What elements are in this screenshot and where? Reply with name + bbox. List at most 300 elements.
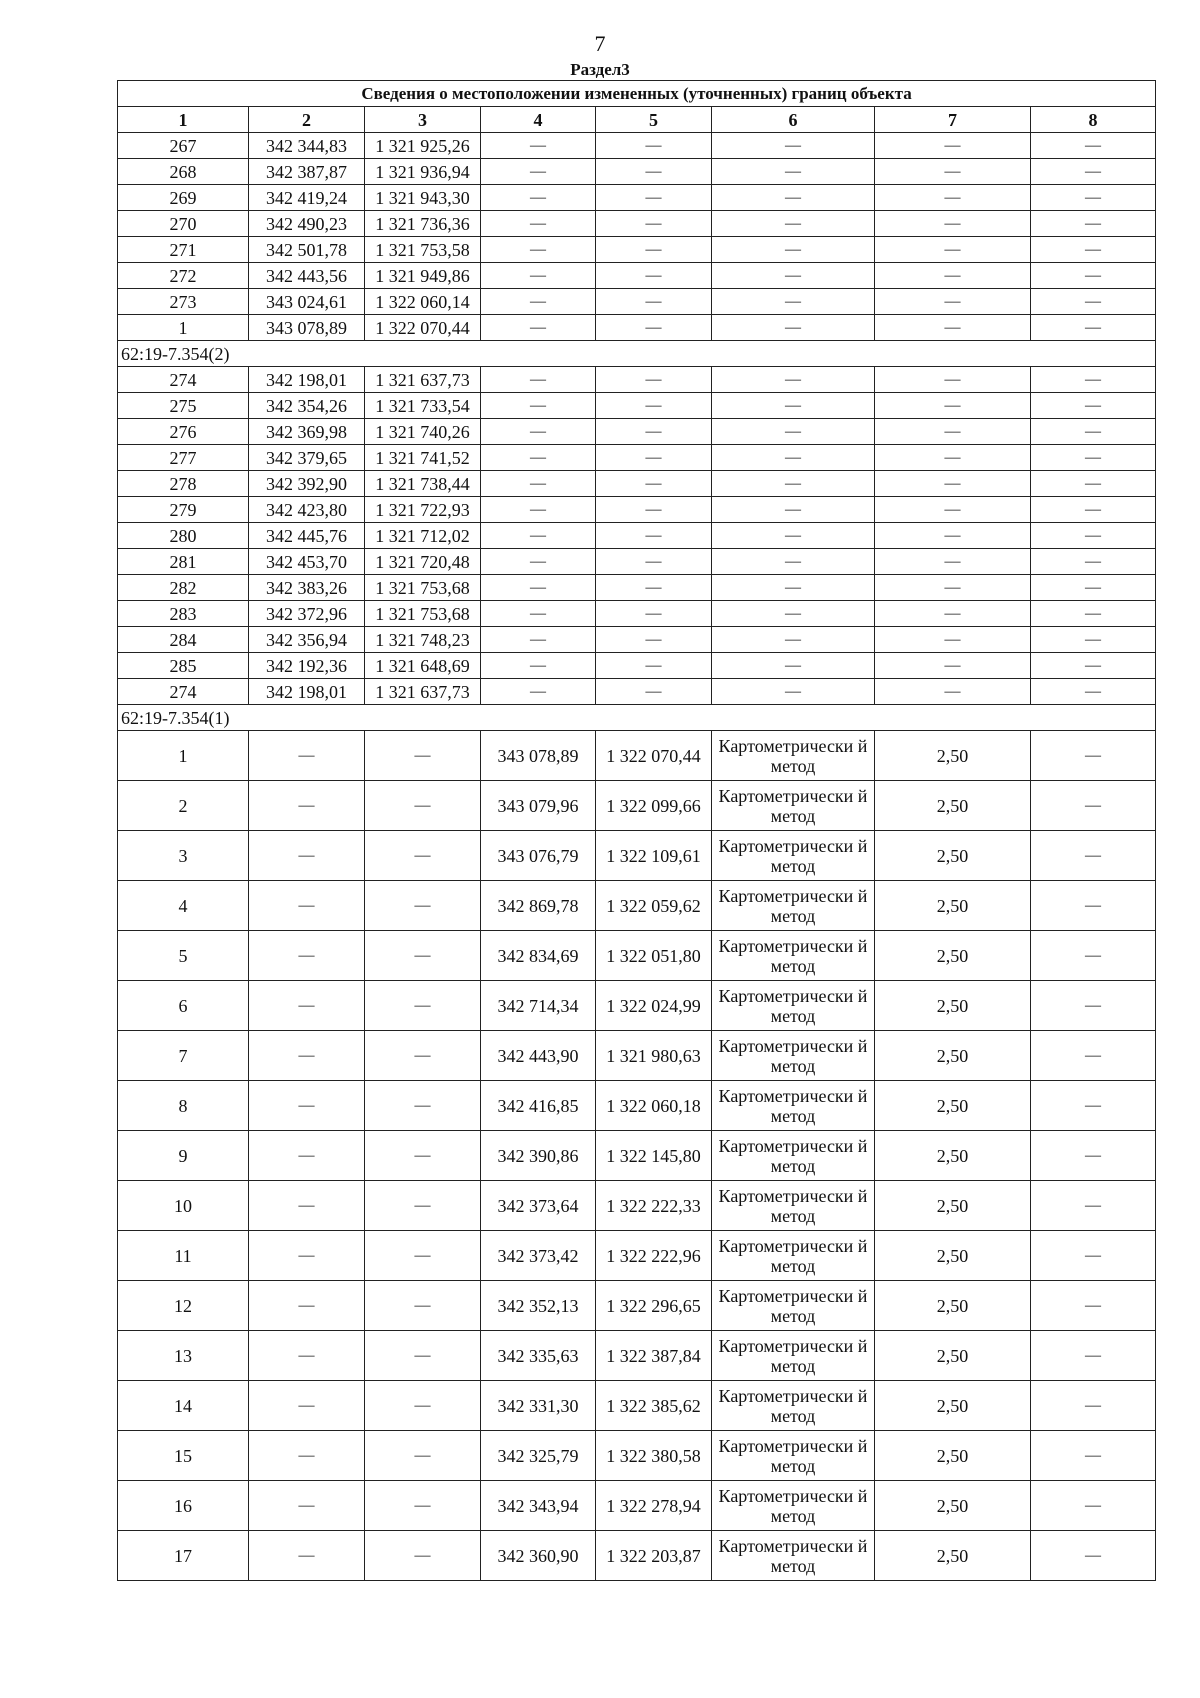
table-cell: — — [596, 627, 712, 653]
table-cell: 343 078,89 — [249, 315, 365, 341]
table-cell: 1 321 720,48 — [365, 549, 481, 575]
table-cell: — — [1031, 781, 1156, 831]
table-cell: — — [596, 471, 712, 497]
table-cell: — — [1031, 731, 1156, 781]
table-row — [118, 1031, 1156, 1081]
table-row — [118, 211, 1156, 237]
table-cell: — — [596, 445, 712, 471]
table-cell: — — [481, 315, 596, 341]
table-cell: 342 387,87 — [249, 159, 365, 185]
table-cell: 3 — [118, 831, 249, 881]
table-cell: 268 — [118, 159, 249, 185]
table-cell: — — [365, 1331, 481, 1381]
table-cell: 1 322 024,99 — [596, 981, 712, 1031]
table-cell: 1 321 738,44 — [365, 471, 481, 497]
table-cell: 343 076,79 — [481, 831, 596, 881]
table-cell: — — [1031, 1181, 1156, 1231]
table-row — [118, 263, 1156, 289]
table-cell: 342 372,96 — [249, 601, 365, 627]
table-cell: 5 — [118, 931, 249, 981]
table-cell: 1 321 637,73 — [365, 367, 481, 393]
table-cell: — — [875, 159, 1031, 185]
table-cell: 1 321 753,68 — [365, 601, 481, 627]
group-subheader-row — [118, 341, 1156, 367]
table-row — [118, 367, 1156, 393]
table-cell: — — [596, 211, 712, 237]
table-cell: — — [249, 831, 365, 881]
table-cell: 1 322 203,87 — [596, 1531, 712, 1581]
table-cell: 342 360,90 — [481, 1531, 596, 1581]
table-cell: 279 — [118, 497, 249, 523]
table-cell: 1 322 385,62 — [596, 1381, 712, 1431]
table-row — [118, 1081, 1156, 1131]
table-cell: 342 490,23 — [249, 211, 365, 237]
table-cell: 14 — [118, 1381, 249, 1431]
table-cell: 1 321 637,73 — [365, 679, 481, 705]
table-cell: 342 356,94 — [249, 627, 365, 653]
table-cell: 342 335,63 — [481, 1331, 596, 1381]
table-cell: — — [712, 133, 875, 159]
table-cell: — — [596, 393, 712, 419]
table-cell: 342 416,85 — [481, 1081, 596, 1131]
table-cell: — — [365, 1181, 481, 1231]
table-cell: — — [249, 1481, 365, 1531]
table-cell: 342 443,90 — [481, 1031, 596, 1081]
table-cell: — — [365, 1231, 481, 1281]
table-row — [118, 159, 1156, 185]
table-cell: — — [875, 393, 1031, 419]
table-cell: 7 — [118, 1031, 249, 1081]
table-cell: 342 834,69 — [481, 931, 596, 981]
table-cell: — — [481, 393, 596, 419]
table-cell: — — [712, 601, 875, 627]
table-cell: 272 — [118, 263, 249, 289]
table-cell: 9 — [118, 1131, 249, 1181]
table-cell: 12 — [118, 1281, 249, 1331]
table-cell: — — [1031, 1431, 1156, 1481]
table-cell: — — [712, 523, 875, 549]
table-cell: 1 322 060,14 — [365, 289, 481, 315]
table-cell: 1 321 722,93 — [365, 497, 481, 523]
table-cell: — — [1031, 981, 1156, 1031]
table-row — [118, 575, 1156, 601]
table-cell: 10 — [118, 1181, 249, 1231]
table-cell: — — [249, 1081, 365, 1131]
table-cell: 342 343,94 — [481, 1481, 596, 1531]
table-cell: Картометрически й метод — [712, 1131, 875, 1181]
table-cell: — — [1031, 263, 1156, 289]
table-cell: 2,50 — [875, 931, 1031, 981]
table-cell: 276 — [118, 419, 249, 445]
table-cell: — — [249, 1031, 365, 1081]
table-cell: 342 423,80 — [249, 497, 365, 523]
table-cell: — — [481, 497, 596, 523]
table-cell: 284 — [118, 627, 249, 653]
table-cell: — — [596, 289, 712, 315]
table-row — [118, 831, 1156, 881]
table-cell: — — [875, 627, 1031, 653]
table-cell: — — [1031, 523, 1156, 549]
table-row — [118, 1231, 1156, 1281]
table-cell: — — [712, 289, 875, 315]
table-cell: 2,50 — [875, 1331, 1031, 1381]
table-cell: 2,50 — [875, 1281, 1031, 1331]
table-cell: 342 369,98 — [249, 419, 365, 445]
table-cell: — — [875, 653, 1031, 679]
table-cell: 342 325,79 — [481, 1431, 596, 1481]
table-cell: — — [1031, 471, 1156, 497]
table-cell: — — [1031, 831, 1156, 881]
table-cell: 1 321 936,94 — [365, 159, 481, 185]
table-cell: — — [596, 237, 712, 263]
table-cell: 2,50 — [875, 1031, 1031, 1081]
table-cell: 2,50 — [875, 1531, 1031, 1581]
table-cell: 342 352,13 — [481, 1281, 596, 1331]
table-cell: 2,50 — [875, 731, 1031, 781]
table-row — [118, 1281, 1156, 1331]
table-cell: 342 445,76 — [249, 523, 365, 549]
table-cell: — — [249, 1181, 365, 1231]
table-cell: — — [875, 523, 1031, 549]
table-cell: 17 — [118, 1531, 249, 1581]
group-label: 62:19-7.354(1) — [118, 705, 1156, 731]
table-cell: 1 322 296,65 — [596, 1281, 712, 1331]
table-row — [118, 679, 1156, 705]
table-cell: — — [712, 393, 875, 419]
table-cell: — — [365, 1131, 481, 1181]
table-cell: — — [712, 211, 875, 237]
table-cell: 11 — [118, 1231, 249, 1281]
table-cell: Картометрически й метод — [712, 1531, 875, 1581]
table-cell: — — [1031, 931, 1156, 981]
table-cell: — — [481, 263, 596, 289]
table-cell: 343 078,89 — [481, 731, 596, 781]
table-cell: 1 322 387,84 — [596, 1331, 712, 1381]
table-cell: 1 321 943,30 — [365, 185, 481, 211]
table-cell: 1 321 753,68 — [365, 575, 481, 601]
table-cell: — — [712, 627, 875, 653]
table-row — [118, 931, 1156, 981]
table-cell: — — [365, 731, 481, 781]
table-row — [118, 393, 1156, 419]
table-cell: — — [1031, 367, 1156, 393]
table-cell: 1 321 712,02 — [365, 523, 481, 549]
table-cell: Картометрически й метод — [712, 1381, 875, 1431]
column-header: 2 — [249, 107, 365, 133]
table-cell: — — [596, 315, 712, 341]
table-row — [118, 653, 1156, 679]
column-header: 7 — [875, 107, 1031, 133]
table-row — [118, 445, 1156, 471]
table-cell: — — [1031, 237, 1156, 263]
table-cell: Картометрически й метод — [712, 731, 875, 781]
table-row — [118, 1331, 1156, 1381]
table-cell: 1 322 099,66 — [596, 781, 712, 831]
table-cell: — — [1031, 185, 1156, 211]
column-header: 4 — [481, 107, 596, 133]
table-cell: 285 — [118, 653, 249, 679]
table-cell: — — [481, 679, 596, 705]
table-cell: — — [365, 831, 481, 881]
table-cell: — — [481, 627, 596, 653]
section-title: Раздел3 — [570, 60, 630, 79]
page-number: 7 — [594, 31, 606, 56]
table-cell: — — [875, 367, 1031, 393]
table-cell: — — [365, 1381, 481, 1431]
table-row — [118, 523, 1156, 549]
table-cell: — — [712, 679, 875, 705]
table-cell: — — [875, 419, 1031, 445]
table-cell: Картометрически й метод — [712, 831, 875, 881]
table-cell: — — [249, 1131, 365, 1181]
table-cell: — — [481, 367, 596, 393]
table-cell: — — [875, 601, 1031, 627]
table-cell: 342 714,34 — [481, 981, 596, 1031]
table-cell: — — [481, 653, 596, 679]
table-cell: 1 322 145,80 — [596, 1131, 712, 1181]
table-cell: — — [596, 653, 712, 679]
table-cell: — — [712, 445, 875, 471]
table-cell: 342 390,86 — [481, 1131, 596, 1181]
table-cell: — — [712, 159, 875, 185]
table-cell: Картометрически й метод — [712, 881, 875, 931]
table-cell: — — [875, 185, 1031, 211]
table-cell: — — [875, 445, 1031, 471]
table-cell: — — [249, 981, 365, 1031]
table-cell: — — [1031, 679, 1156, 705]
table-header-row — [118, 107, 1156, 133]
table-cell: 1 322 070,44 — [365, 315, 481, 341]
table-cell: 342 198,01 — [249, 367, 365, 393]
table-cell: — — [249, 1281, 365, 1331]
table-cell: — — [1031, 497, 1156, 523]
table-cell: — — [249, 1381, 365, 1431]
table-cell: — — [1031, 419, 1156, 445]
table-cell: — — [1031, 653, 1156, 679]
table-cell: — — [365, 1431, 481, 1481]
table-cell: — — [481, 133, 596, 159]
table-cell: Картометрически й метод — [712, 1481, 875, 1531]
table-cell: 281 — [118, 549, 249, 575]
table-cell: — — [712, 497, 875, 523]
table-cell: — — [875, 211, 1031, 237]
table-cell: 16 — [118, 1481, 249, 1531]
table-cell: 2,50 — [875, 1431, 1031, 1481]
table-cell: — — [596, 497, 712, 523]
table-cell: 342 344,83 — [249, 133, 365, 159]
table-row — [118, 289, 1156, 315]
table-cell: Картометрически й метод — [712, 931, 875, 981]
table-cell: 342 392,90 — [249, 471, 365, 497]
table-cell: — — [1031, 1481, 1156, 1531]
table-cell: 1 321 648,69 — [365, 653, 481, 679]
table-cell: — — [1031, 575, 1156, 601]
table-cell: — — [1031, 445, 1156, 471]
table-cell: — — [596, 549, 712, 575]
table-cell: 1 322 380,58 — [596, 1431, 712, 1481]
table-cell: — — [481, 523, 596, 549]
table-cell: — — [1031, 627, 1156, 653]
table-cell: — — [1031, 881, 1156, 931]
table-cell: 1 321 925,26 — [365, 133, 481, 159]
table-row — [118, 1531, 1156, 1581]
table-cell: — — [1031, 601, 1156, 627]
table-cell: — — [596, 367, 712, 393]
table-cell: — — [249, 1231, 365, 1281]
table-cell: 343 024,61 — [249, 289, 365, 315]
table-cell: 1 — [118, 731, 249, 781]
table-cell: 342 443,56 — [249, 263, 365, 289]
table-row — [118, 549, 1156, 575]
table-cell: — — [481, 575, 596, 601]
table-cell: — — [1031, 1381, 1156, 1431]
table-cell: 271 — [118, 237, 249, 263]
table-cell: 342 198,01 — [249, 679, 365, 705]
table-cell: 1 321 748,23 — [365, 627, 481, 653]
table-row — [118, 471, 1156, 497]
table-cell: — — [596, 419, 712, 445]
table-cell: Картометрически й метод — [712, 981, 875, 1031]
table-cell: Картометрически й метод — [712, 1431, 875, 1481]
table-cell: — — [1031, 159, 1156, 185]
table-cell: 1 322 070,44 — [596, 731, 712, 781]
table-cell: — — [875, 575, 1031, 601]
table-cell: — — [712, 471, 875, 497]
table-row — [118, 1431, 1156, 1481]
table-cell: 278 — [118, 471, 249, 497]
column-header: 1 — [118, 107, 249, 133]
table-cell: 1 322 060,18 — [596, 1081, 712, 1131]
table-row — [118, 627, 1156, 653]
column-header: 6 — [712, 107, 875, 133]
table-cell: — — [481, 159, 596, 185]
table-row — [118, 315, 1156, 341]
table-cell: 342 331,30 — [481, 1381, 596, 1431]
table-cell: 343 079,96 — [481, 781, 596, 831]
table-cell: 280 — [118, 523, 249, 549]
table-cell: — — [712, 263, 875, 289]
table-cell: 1 321 736,36 — [365, 211, 481, 237]
table-cell: — — [596, 601, 712, 627]
table-cell: 2,50 — [875, 981, 1031, 1031]
table-cell: 2,50 — [875, 831, 1031, 881]
table-cell: 342 379,65 — [249, 445, 365, 471]
table-cell: — — [1031, 289, 1156, 315]
table-cell: 1 321 733,54 — [365, 393, 481, 419]
table-row — [118, 731, 1156, 781]
table-cell: — — [481, 211, 596, 237]
table-row — [118, 1381, 1156, 1431]
table-cell: 2 — [118, 781, 249, 831]
table-row — [118, 185, 1156, 211]
table-cell: — — [712, 315, 875, 341]
table-cell: — — [596, 263, 712, 289]
table-cell: — — [875, 263, 1031, 289]
table-title: Сведения о местоположении измененных (уточненных) границ объекта — [118, 81, 1156, 107]
table-cell: — — [481, 471, 596, 497]
table-cell: 1 321 980,63 — [596, 1031, 712, 1081]
table-row — [118, 1481, 1156, 1531]
table-cell: 1 322 222,96 — [596, 1231, 712, 1281]
table-cell: — — [1031, 1031, 1156, 1081]
table-cell: — — [365, 1281, 481, 1331]
table-cell: 2,50 — [875, 1181, 1031, 1231]
group-subheader-row — [118, 705, 1156, 731]
table-row — [118, 1181, 1156, 1231]
table-cell: 1 321 741,52 — [365, 445, 481, 471]
table-cell: — — [249, 881, 365, 931]
table-cell: — — [249, 1331, 365, 1381]
table-cell: — — [875, 237, 1031, 263]
table-cell: 342 354,26 — [249, 393, 365, 419]
table-cell: — — [1031, 1281, 1156, 1331]
table-cell: — — [481, 549, 596, 575]
table-cell: — — [712, 419, 875, 445]
table-cell: — — [875, 315, 1031, 341]
table-cell: 342 373,42 — [481, 1231, 596, 1281]
table-cell: — — [1031, 393, 1156, 419]
table-cell: — — [596, 133, 712, 159]
table-cell: — — [596, 679, 712, 705]
table-cell: — — [712, 549, 875, 575]
table-cell: — — [1031, 133, 1156, 159]
table-cell: — — [596, 575, 712, 601]
table-cell: — — [481, 445, 596, 471]
table-cell: — — [712, 185, 875, 211]
table-cell: — — [875, 289, 1031, 315]
table-cell: — — [1031, 1531, 1156, 1581]
table-cell: — — [481, 601, 596, 627]
table-cell: — — [481, 289, 596, 315]
table-cell: 1 321 740,26 — [365, 419, 481, 445]
table-cell: Картометрически й метод — [712, 1231, 875, 1281]
table-cell: 2,50 — [875, 781, 1031, 831]
table-cell: 15 — [118, 1431, 249, 1481]
table-cell: 13 — [118, 1331, 249, 1381]
table-cell: Картометрически й метод — [712, 1281, 875, 1331]
table-row — [118, 497, 1156, 523]
table-cell: 1 322 051,80 — [596, 931, 712, 981]
table-cell: 275 — [118, 393, 249, 419]
table-cell: 1 322 222,33 — [596, 1181, 712, 1231]
table-row — [118, 237, 1156, 263]
table-cell: 267 — [118, 133, 249, 159]
table-cell: 1 — [118, 315, 249, 341]
table-row — [118, 881, 1156, 931]
table-cell: — — [365, 931, 481, 981]
table-row — [118, 1131, 1156, 1181]
table-cell: Картометрически й метод — [712, 1031, 875, 1081]
table-cell: — — [1031, 211, 1156, 237]
table-cell: 4 — [118, 881, 249, 931]
table-cell: — — [1031, 315, 1156, 341]
table-row — [118, 781, 1156, 831]
table-cell: 2,50 — [875, 1381, 1031, 1431]
column-header: 3 — [365, 107, 481, 133]
table-cell: Картометрически й метод — [712, 1331, 875, 1381]
table-cell: — — [365, 1481, 481, 1531]
table-cell: 1 322 109,61 — [596, 831, 712, 881]
table-cell: — — [1031, 549, 1156, 575]
table-cell: — — [1031, 1331, 1156, 1381]
table-cell: — — [875, 679, 1031, 705]
table-cell: 342 869,78 — [481, 881, 596, 931]
table-cell: — — [365, 881, 481, 931]
table-cell: 2,50 — [875, 1481, 1031, 1531]
table-cell: — — [365, 1531, 481, 1581]
table-cell: — — [249, 931, 365, 981]
table-cell: 269 — [118, 185, 249, 211]
